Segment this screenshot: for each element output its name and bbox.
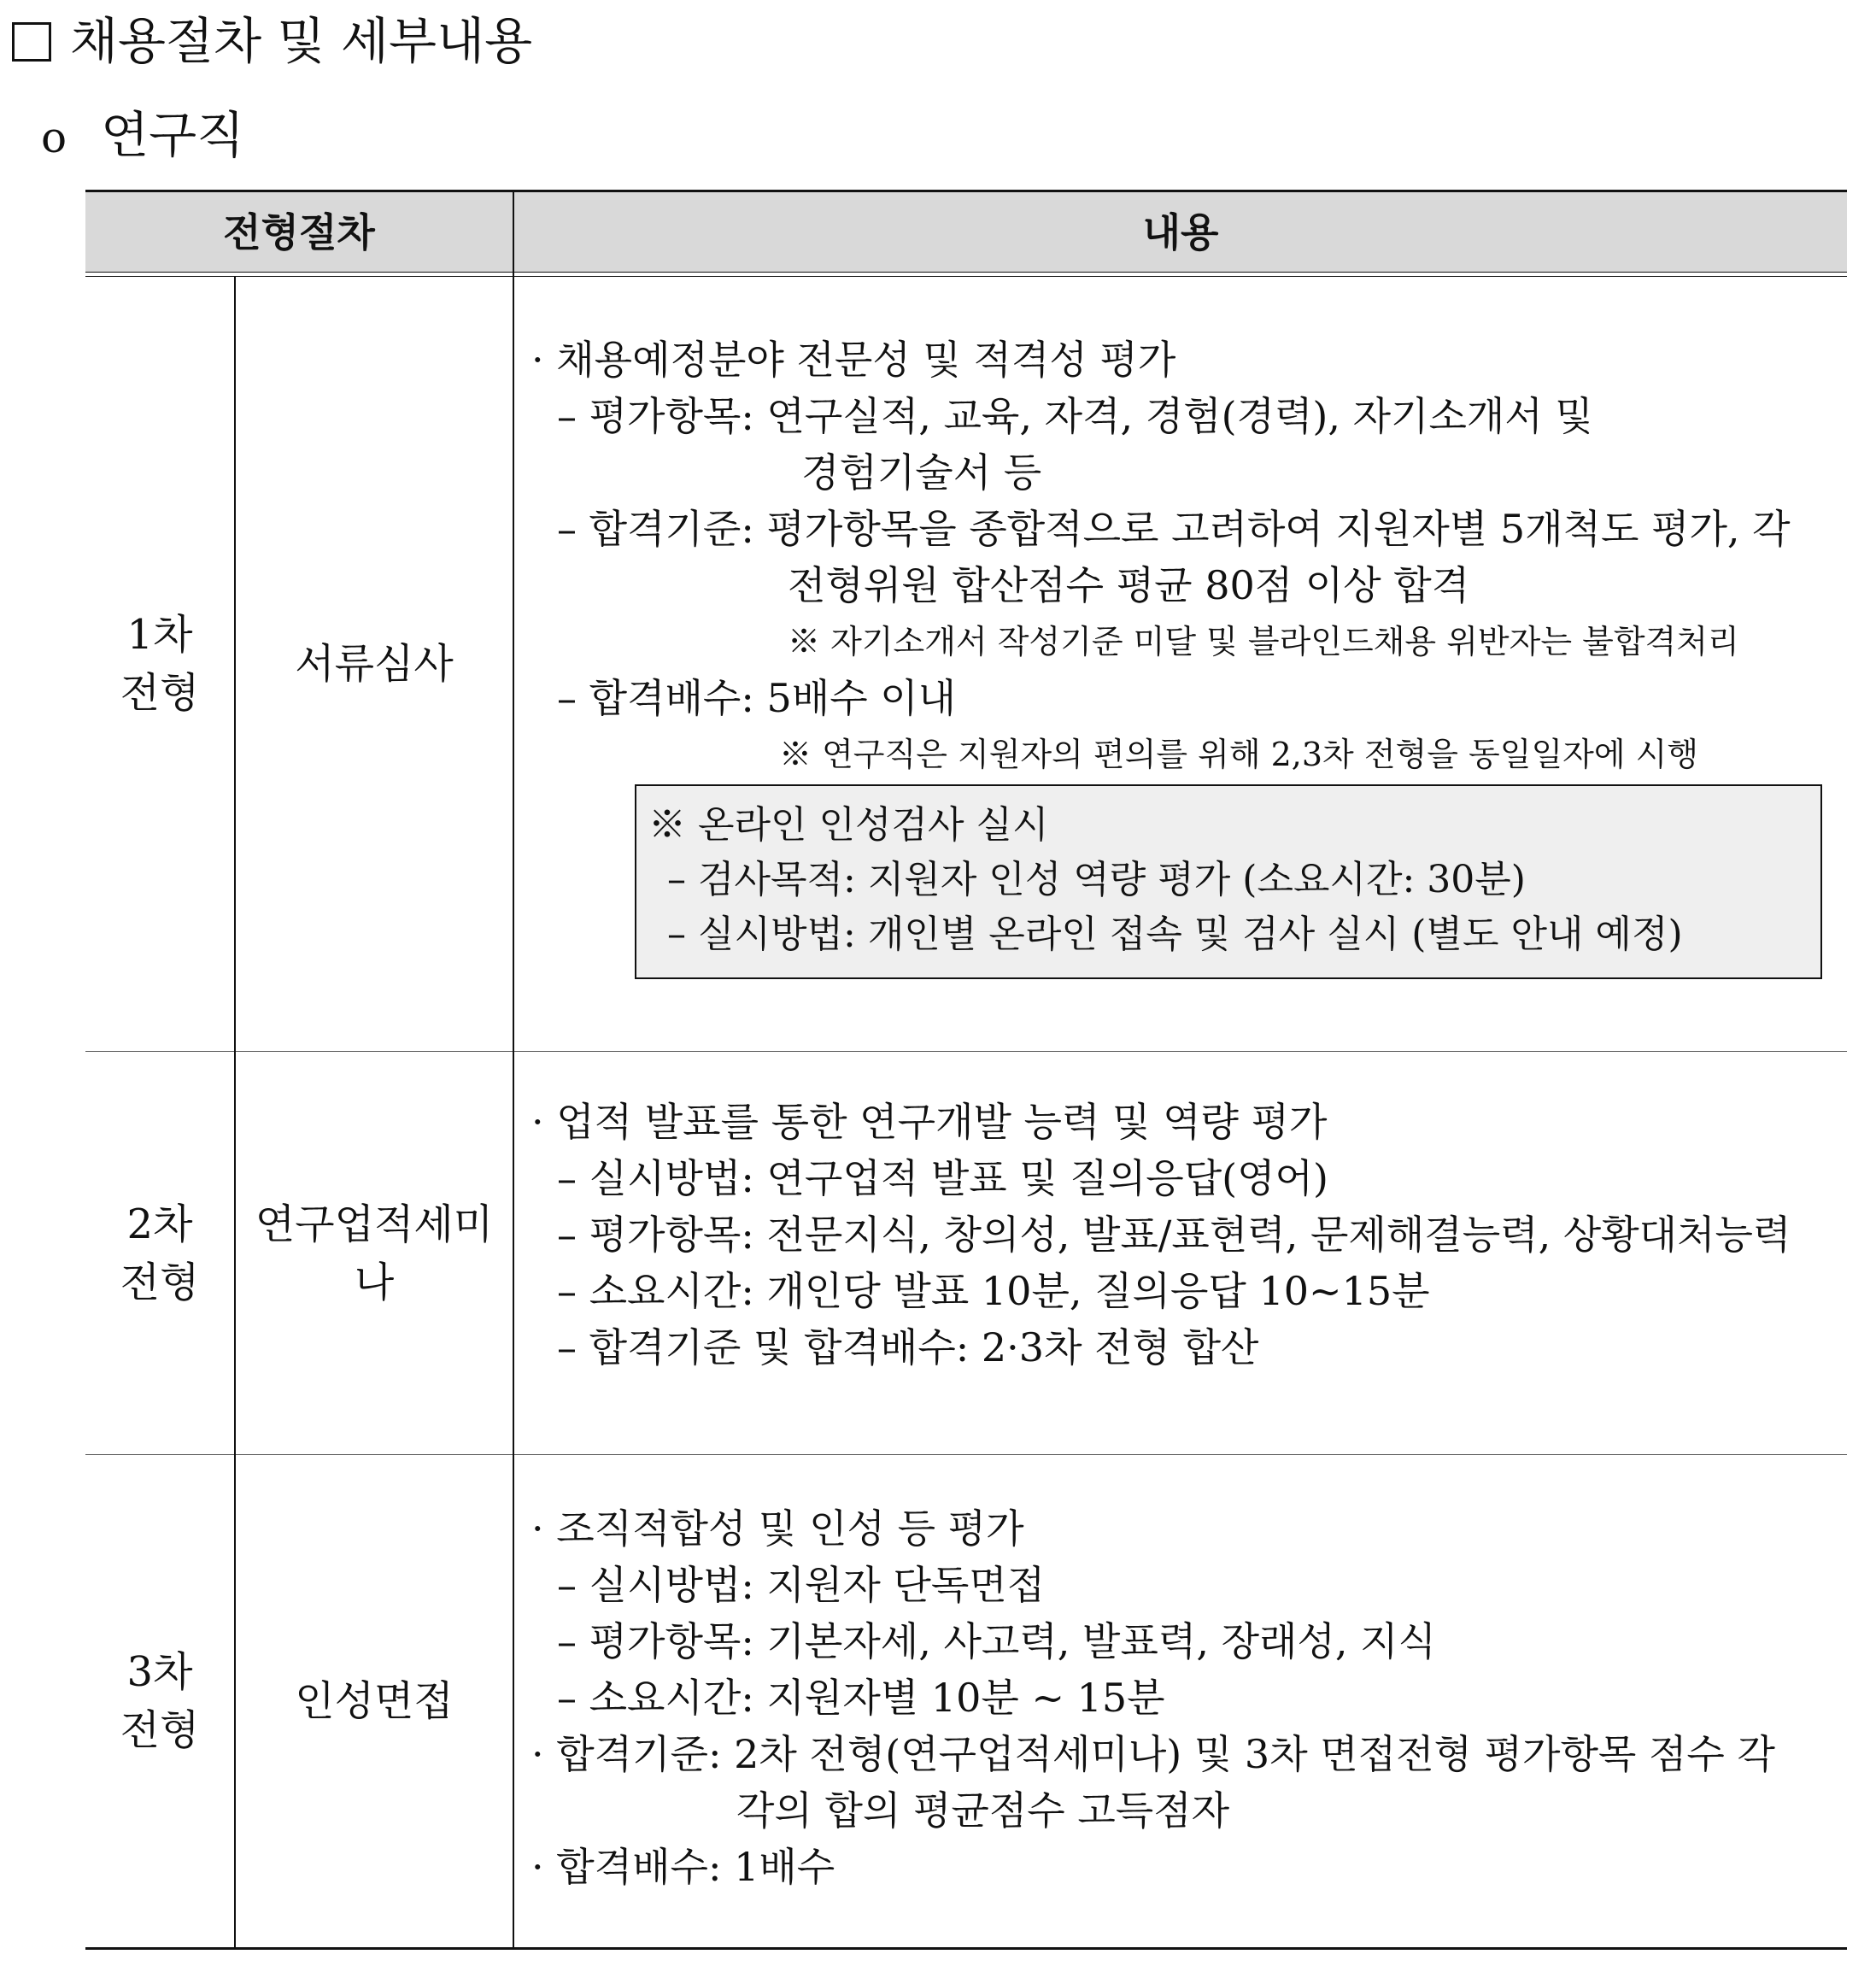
column-divider-main: [513, 190, 514, 1950]
content-line: – 합격배수: 5배수 이내: [557, 675, 957, 721]
content-line: 전형위원 합산점수 평균 80점 이상 합격: [788, 562, 1470, 608]
procedure-table: [85, 190, 1847, 1950]
stage-cell: 1차 전형: [120, 610, 200, 717]
header-divider-a: [85, 272, 1847, 273]
note-line: – 실시방법: 개인별 온라인 접속 및 검사 실시 (별도 안내 예정): [667, 913, 1683, 956]
content-line: · 채용예정분야 전문성 및 적격성 평가: [531, 337, 1176, 383]
content-line: 경험기술서 등: [801, 449, 1042, 496]
content-note: ※ 연구직은 지원자의 편의를 위해 2,3차 전형을 동일일자에 시행: [779, 736, 1699, 773]
content-line: · 조직적합성 및 인성 등 평가: [531, 1505, 1024, 1552]
subsection-title: o 연구직: [41, 101, 244, 172]
content-note: ※ 자기소개서 작성기준 미달 및 블라인드채용 위반자는 불합격처리: [788, 623, 1739, 660]
content-line: · 업적 발표를 통한 연구개발 능력 및 역량 평가: [531, 1099, 1328, 1145]
note-line: ※ 온라인 인성검사 실시: [648, 803, 1049, 847]
content-line: 각의 합의 평균점수 고득점자: [736, 1787, 1230, 1834]
content-line: – 평가항목: 연구실적, 교육, 자격, 경험(경력), 자기소개서 및: [557, 393, 1593, 439]
note-line: – 검사목적: 지원자 인성 역량 평가 (소요시간: 30분): [667, 858, 1526, 901]
content-line: · 합격배수: 1배수: [531, 1844, 835, 1890]
header-content: 내용: [1142, 208, 1219, 255]
content-line: – 평가항목: 전문지식, 창의성, 발표/표현력, 문제해결능력, 상황대처능력: [557, 1212, 1791, 1258]
content-line: · 합격기준: 2차 전형(연구업적세미나) 및 3차 면접전형 평가항목 점수 각: [531, 1731, 1775, 1777]
checkbox-square-icon: [12, 22, 51, 62]
stage1-content: [531, 332, 1791, 783]
online-test-note-box: [635, 784, 1822, 979]
stage3-content: [531, 1500, 1775, 1895]
table-bottom-border: [85, 1947, 1847, 1950]
stage-cell: 3차 전형: [120, 1648, 200, 1754]
content-line: – 합격기준: 평가항목을 종합적으로 고려하여 지원자별 5개척도 평가, 각: [557, 506, 1791, 552]
content-line: – 소요시간: 지원자별 10분 ~ 15분: [557, 1675, 1165, 1721]
stage-name-cell: 서류심사: [295, 639, 454, 688]
stage-cell: 2차 전형: [120, 1200, 200, 1306]
header-stage: 전형절차: [223, 208, 375, 255]
stage-name-cell: 인성면접: [295, 1677, 454, 1725]
circle-bullet-icon: o: [41, 113, 67, 162]
content-line: – 합격기준 및 합격배수: 2·3차 전형 합산: [557, 1324, 1259, 1370]
section-title: 채용절차 및 세부내용: [12, 7, 532, 75]
content-line: – 평가항목: 기본자세, 사고력, 발표력, 장래성, 지식: [557, 1618, 1437, 1664]
content-line: – 실시방법: 연구업적 발표 및 질의응답(영어): [557, 1155, 1328, 1201]
content-line: – 실시방법: 지원자 단독면접: [557, 1562, 1046, 1608]
stage-name-cell: 연구업적세미나: [255, 1200, 494, 1306]
content-line: – 소요시간: 개인당 발표 10분, 질의응답 10~15분: [557, 1268, 1430, 1314]
stage2-content: [531, 1094, 1791, 1376]
